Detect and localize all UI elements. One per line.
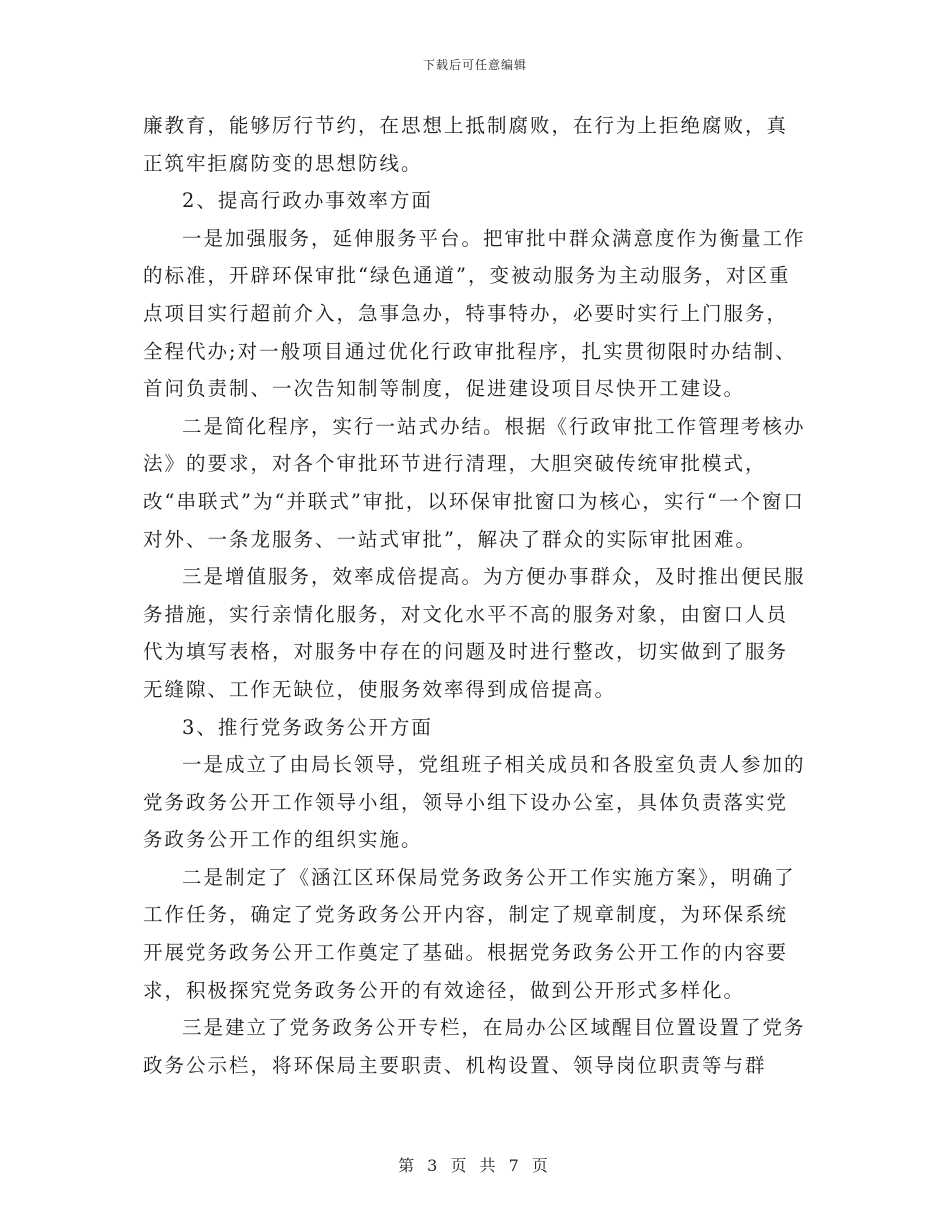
section-heading-3: 3、推行党务政务公开方面 — [182, 715, 433, 739]
paragraph-9: 三是建立了党务政务公开专栏，在局办公区域醒目位置设置了党务政务公示栏，将环保局主要职责、机构设置、领导岗位职责等与群 — [143, 1016, 806, 1077]
paragraph-7: 一是成立了由局长领导，党组班子相关成员和各股室负责人参加的党务政务公开工作领导小组，领导小组下设办公室，具体负责落实党务政务公开工作的组织实施。 — [143, 753, 806, 852]
page-header: 下载后可任意编辑 — [422, 58, 527, 72]
paragraph-5: 三是增值服务，效率成倍提高。为方便办事群众，及时推出便民服务措施，实行亲情化服务，对文化水平不高的服务对象，由窗口人员代为填写表格，对服务中存在的问题及时进行整改，切实做到了服务无缝隙、工作无缺位，使服务效率得到成倍提高。 — [143, 565, 806, 701]
page-number-footer: 第 3 页 共 7 页 — [398, 1156, 552, 1175]
section-heading-2: 2、提高行政办事效率方面 — [182, 189, 433, 213]
paragraph-3: 一是加强服务，延伸服务平台。把审批中群众满意度作为衡量工作的标准，开辟环保审批“绿色通道”，变被动服务为主动服务，对区重点项目实行超前介入，急事急办，特事特办，必要时实行上门服务，全程代办;对一般项目通过优化行政审批程序，扎实贯彻限时办结制、首问负责制、一次告知制等制度，促进建设项目尽快开工建设。 — [143, 226, 806, 401]
paragraph-8: 二是制定了《涵江区环保局党务政务公开工作实施方案》，明确了工作任务，确定了党务政务公开内容，制定了规章制度，为环保系统开展党务政务公开工作奠定了基础。根据党务政务公开工作的内容要求，积极探究党务政务公开的有效途径，做到公开形式多样化。 — [143, 865, 796, 1002]
paragraph-1: 廉教育，能够厉行节约，在思想上抵制腐败，在行为上拒绝腐败，真正筑牢拒腐防变的思想防线。 — [143, 114, 789, 175]
paragraph-4: 二是简化程序，实行一站式办结。根据《行政审批工作管理考核办法》的要求，对各个审批环节进行清理，大胆突破传统审批模式，改“串联式”为“并联式”审批，以环保审批窗口为核心，实行“一个窗口对外、一条龙服务、一站式审批”，解决了群众的实际审批困难。 — [143, 414, 806, 551]
body-text — [143, 107, 808, 1084]
